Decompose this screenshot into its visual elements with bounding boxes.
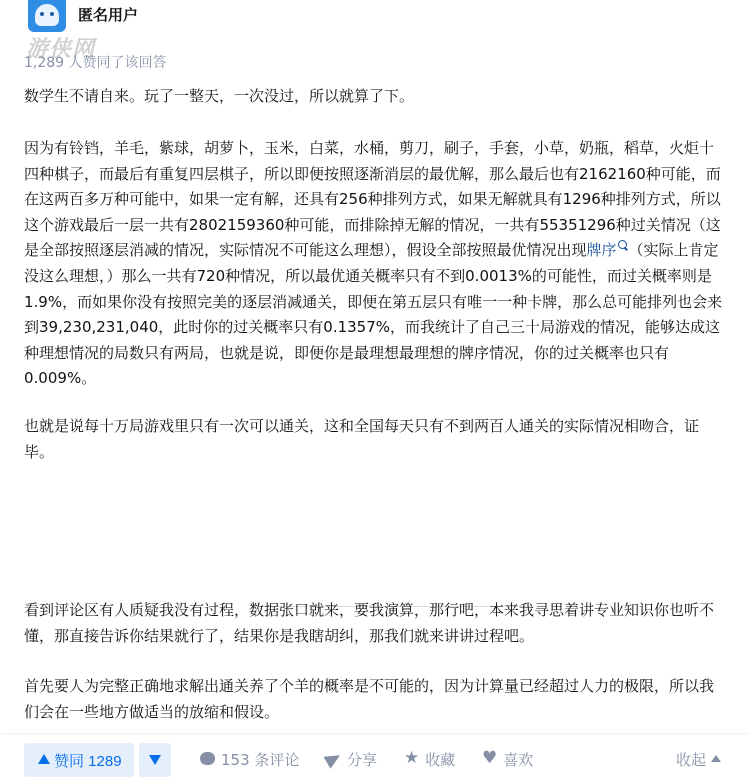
answer-action-bar xyxy=(0,735,750,781)
favorite-label: 收藏 xyxy=(425,751,456,769)
author-name[interactable]: 匿名用户 xyxy=(78,6,139,24)
chevron-up-icon xyxy=(711,755,721,762)
answer-header xyxy=(24,0,724,62)
heart-icon: ♥ xyxy=(482,748,498,768)
paper-plane-icon xyxy=(324,749,344,769)
avatar-face-icon xyxy=(35,4,59,26)
paragraph-conclusion: 也就是说每十万局游戏里只有一次可以通关，这和全国每天只有不到两百人通关的实际情况相吻合，证毕。 xyxy=(24,417,700,461)
vote-up-label: 赞同 1289 xyxy=(54,753,122,770)
like-label: 喜欢 xyxy=(503,751,534,769)
keyword-link-paixu[interactable]: 牌序 xyxy=(586,241,617,260)
comment-button[interactable] xyxy=(200,743,299,777)
comment-bubble-icon xyxy=(200,752,215,765)
search-icon[interactable] xyxy=(618,240,627,249)
vote-up-button[interactable] xyxy=(24,743,134,777)
collapse-label: 收起 xyxy=(676,751,707,769)
paragraph-calculation-part1: 因为有铃铛，羊毛，紫球，胡萝卜，玉米，白菜，水桶，剪刀，刷子，手套，小草，奶瓶，稻草，火炬十四种棋子，而最后有重复四层棋子，所以即便按照逐渐消层的最优解，那么最后也有2162160种可能，而在这两百多万种可能中，如果一定有解，还具有256种排列方式，如果无解就具有1296种排列方式，所以这个游戏最后一层一共有2802159360种可能，而排除掉无解的情况，一共有55351296种过关情况（这是全部按照逐层消减的情况，实际情况不可能这么理想），假设全部按照最优情况出现 xyxy=(24,139,721,260)
avatar-eye-left xyxy=(40,12,44,16)
paragraph-calculation-part2: （实际上肯定没这么理想，）那么一共有720种情况，所以最优通关概率只有不到0.0013%的可能性，而过关概率则是1.9%，而如果你没有按照完美的逐层消减通关，即便在第五层只有唯一一种卡牌，那么总可能排列也会来到39,230,231,040，此时你的过关概率只有0.1357%，而我统计了自己三十局游戏的情况，能够达成这种理想情况的局数只有两局，也就是说，即便你是最理想最理想的牌序情况，你的过关概率也只有0.009%。 xyxy=(24,241,723,388)
star-icon: ★ xyxy=(404,748,420,768)
collapse-button[interactable] xyxy=(676,743,721,777)
triangle-down-icon xyxy=(149,755,161,765)
paragraph-reply: 看到评论区有人质疑我没有过程，数据张口就来，要我演算，那行吧，本来我寻思着讲专业知识你也听不懂，那直接告诉你结果就行了，结果你是我瞎胡纠，那我们就来讲讲过程吧。 xyxy=(24,601,715,645)
triangle-up-icon xyxy=(38,754,50,764)
watermark-logo: 游侠网 xyxy=(26,37,96,62)
avatar-eye-right xyxy=(50,12,54,16)
like-button[interactable] xyxy=(482,743,533,777)
vote-count-meta: 1,289 人赞同了该回答 xyxy=(24,55,167,71)
paragraph-intro: 数学生不请自来。玩了一整天，一次没过，所以就算了下。 xyxy=(24,87,415,105)
share-button[interactable] xyxy=(326,743,377,777)
paragraph-calculation xyxy=(24,136,724,392)
vote-down-button[interactable] xyxy=(139,743,171,777)
favorite-button[interactable] xyxy=(404,743,455,777)
paragraph-method: 首先要人为完整正确地求解出通关养了个羊的概率是不可能的，因为计算量已经超过人力的极限，所以我们会在一些地方做适当的放缩和假设。 xyxy=(24,677,715,721)
share-label: 分享 xyxy=(347,751,378,769)
avatar[interactable] xyxy=(28,0,66,32)
comment-label: 153 条评论 xyxy=(221,751,300,769)
